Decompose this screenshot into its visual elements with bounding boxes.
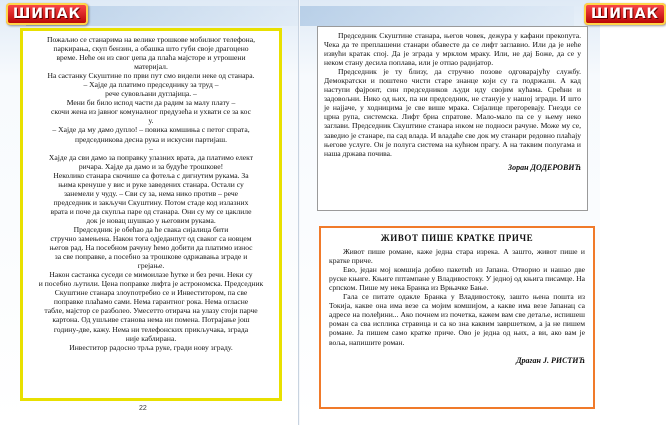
- left-article-text: [29, 35, 273, 352]
- article-line: док је новац шушкао у његовим рукама.: [86, 215, 216, 225]
- article-line: врата и поче да скупља паре од станара. Они су му се цаклиле: [50, 206, 252, 216]
- author-signature: Драган Ј. РИСТИЋ: [516, 355, 585, 365]
- article-line: није каблирана.: [125, 333, 177, 343]
- article-line: Мени би било испод части да радим за малу плату –: [66, 98, 236, 108]
- article-line: рече сувовљани дуглајица. –: [105, 89, 197, 99]
- left-page: [0, 0, 299, 425]
- header-band: [300, 6, 574, 26]
- article-line: у.: [148, 116, 154, 126]
- article-line: Након састанка суседи се мимоилазе ћутке и без речи. Неки су: [49, 270, 253, 280]
- article-line: На састанку Скуштине по први пут смо видели неке од станара.: [47, 71, 255, 81]
- article-paragraph: Председник Скуштине станара, његов човек, дежура у кафани прекопута. Чека да те преплашени станари обавесте да се лифт заглавио. Или да је неће извући кратак спој. Да је зграда у мрклом мраку. Или, не дај Боже, да се у неком стану десила поплава, или је отпао радијатор.: [324, 31, 581, 68]
- article-paragraph: Председник је ту близу, да стручно позове одговарајућу службу. Демократски и поштено чисти старе знанце који су га подржали. А кад наступи фајронт, син председников људи иду својим кућама. Срећни и задовољни. Нико од њих, па ни председник, не станује у нашој згради. И што је најјаче, у ходницима је све више мрака. Сијалице прегоревају. Гнезди се црна рупа, системска. Лифт бриа спратове. Мало-мало па се у њему неко заглави. Председник Скуштине станара нικом не подноси рачуне. Може му се, заведио је станаре, па сад влада. И владаће све док му станари редовно плаћају његове услуге. Он је полуга система на кућном прагу. А на таквим полугама и наша држава почива.: [324, 67, 581, 158]
- article-line: његов рад. На посебном рачуну ћемо добити да платимо износ: [49, 243, 253, 253]
- article-line: скочи жена из јавног комуналног предузећа и ухвати се за кос: [51, 107, 251, 117]
- article-line: Инвеститор радосно трља руке, гради нову зграду.: [69, 342, 233, 352]
- article-line: табле, мајстор се разболео. Умесетто отирача на улазу стоји парче: [44, 306, 258, 316]
- article-line: председникова десна рука и искусни партијаш.: [75, 134, 227, 144]
- article-line: Председник је обећао да ће свака сијалица бити: [73, 224, 229, 234]
- article-line: грејање.: [137, 261, 165, 271]
- page-number: 22: [139, 405, 147, 412]
- shipak-logo: ШИПАК: [6, 3, 88, 25]
- article-line: време. Нећe он из свог џепа да плаћа мајсторе и утрошени: [56, 53, 246, 63]
- article-line: занемели у чуду. – Сви су за, нема ниκо против – рече: [63, 188, 239, 198]
- story-paragraph: Гала се питате одакле Бранка у Владивостоку, зашто њена пошта из Токија, какве она има везе са мојим комшијом, а какве има везе Јапанац са адресе на полеђини... Ако почнем из почетка, кажем вам све детаље, испишеш роман са сва исплика стравица и са ко зна каквим завршетком, а ја не пишем романе. Ја пишем само кратке приче. Ово је једна од њих, а ви, ако вам је воља, напишите роман.: [329, 292, 585, 347]
- author-signature: Зоран ДОДЕРОВИЋ: [508, 162, 581, 172]
- shipak-logo: ШИПАК: [584, 3, 666, 25]
- article-line: материјал.: [134, 62, 168, 72]
- story-paragraph: Ево, један мој комшија добио пакетић из Јапана. Отворио и нашао две руске књиге. Књиге пптампане у Владивостоку. У једној од књига писамце. На српском. Пише му нека Бранка из Врњачке Бање.: [329, 265, 585, 293]
- article-line: Скуштине станара злоупотребио се и Инвеститором, па све: [54, 288, 248, 298]
- article-line: и посебно љутили. Цена поправке лифта је астрономска. Председник: [38, 279, 264, 289]
- article-line: Неколико станара скочише са фотеља с дигнутим рукама. За: [53, 170, 249, 180]
- right-page: [300, 0, 659, 425]
- article-line: стручно замењена. Након тога одједанпут од сваког са новцем: [50, 234, 252, 244]
- article-line: Хајде да сви дамо за поправку улазних врата, да платимо елект: [48, 152, 254, 162]
- article-line: паркирања, скуп бензин, а обашка што губи своје драгоцено: [53, 44, 249, 54]
- article-line: Пожаљио се станарима на велике трошкове мобилног телефона,: [46, 35, 255, 44]
- right-article-box: [317, 26, 588, 211]
- article-line: картона. Од ушљиве станова нема ни помена. Потрајање још: [52, 315, 250, 325]
- left-article-box: [20, 28, 282, 401]
- article-line: ричара. Хајде да дамо и за будуће трошкове!: [78, 161, 224, 171]
- article-line: председник и закључи Скуштину. Потом стаде код излазних: [53, 197, 249, 207]
- article-line: годину-две, кажу. Нема ни телефонских прикључака, зграда: [53, 324, 249, 334]
- story-box: [319, 226, 595, 409]
- article-line: – Хајде да платимо председнику за труд –: [83, 80, 219, 90]
- article-line: – Хајде да му дамо дупло! – повика комшиња с петог спрата,: [52, 125, 250, 135]
- article-line: –: [149, 143, 153, 153]
- article-line: њима кренуше у вис и руке заведених станара. Остали су: [58, 179, 244, 189]
- story-title: ЖИВОТ ПИШЕ КРАТКЕ ПРИЧЕ: [380, 233, 534, 243]
- story-paragraph: Живот пише романе, каже једна стара изрека. А заштo, живот пише и кратке приче.: [329, 247, 585, 266]
- article-line: за све поправке, а посебно за трошкове одржавања зграде и: [54, 252, 248, 262]
- article-line: поправке плаћамо сами. Нема гарантног рока. Нема огласне: [53, 297, 249, 307]
